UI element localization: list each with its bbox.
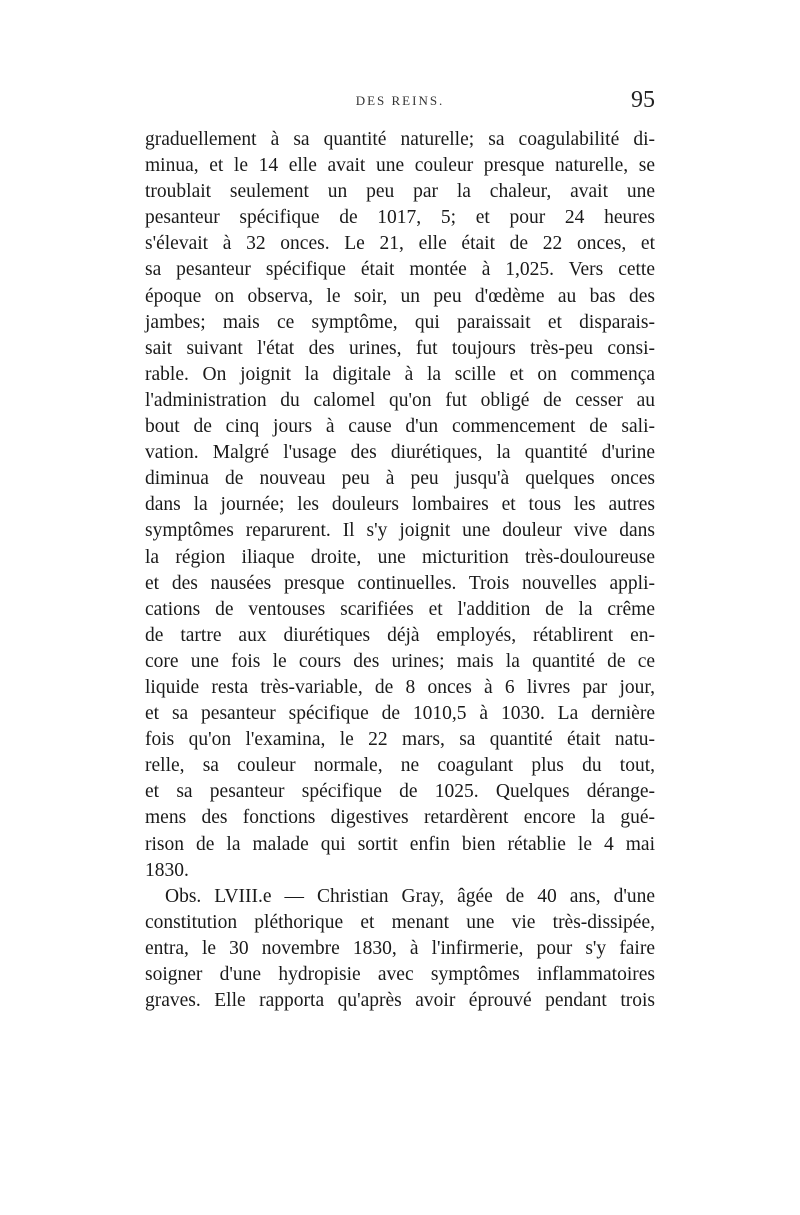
text-line: diminua de nouveau peu à peu jusqu'à quelques onces bbox=[145, 468, 655, 490]
text-line: rison de la malade qui sortit enfin bien rétablie le 4 mai bbox=[145, 833, 655, 855]
text-line: bout de cinq jours à cause d'un commencement de sali- bbox=[145, 416, 655, 438]
text-line: s'élevait à 32 onces. Le 21, elle était de 22 onces, et bbox=[145, 233, 655, 255]
text-line: dans la journée; les douleurs lombaires et tous les autres bbox=[145, 494, 655, 516]
text-line: symptômes reparurent. Il s'y joignit une douleur vive dans bbox=[145, 520, 655, 542]
text-line: et des nausées presque continuelles. Trois nouvelles appli- bbox=[145, 572, 655, 594]
text-line: vation. Malgré l'usage des diurétiques, la quantité d'urine bbox=[145, 442, 655, 464]
text-line: constitution pléthorique et menant une vie très-dissipée, bbox=[145, 911, 655, 933]
text-line: troublait seulement un peu par la chaleur, avait une bbox=[145, 181, 655, 203]
text-line: sait suivant l'état des urines, fut toujours très-peu consi- bbox=[145, 337, 655, 359]
text-line: jambes; mais ce symptôme, qui paraissait et disparais- bbox=[145, 311, 655, 333]
text-line: mens des fonctions digestives retardèrent encore la gué- bbox=[145, 807, 655, 829]
text-line: de tartre aux diurétiques déjà employés, rétablirent en- bbox=[145, 624, 655, 646]
text-line: graduellement à sa quantité naturelle; sa coagulabilité di- bbox=[145, 129, 655, 150]
running-head bbox=[145, 87, 655, 117]
text-line: entra, le 30 novembre 1830, à l'infirmerie, pour s'y faire bbox=[145, 937, 655, 959]
text-line: core une fois le cours des urines; mais la quantité de ce bbox=[145, 650, 655, 672]
text-line: époque on observa, le soir, un peu d'œdème au bas des bbox=[145, 285, 655, 307]
text-line: et sa pesanteur spécifique de 1025. Quelques dérange- bbox=[145, 781, 655, 803]
text-line: la région iliaque droite, une micturition très-douloureuse bbox=[145, 546, 655, 568]
text-line: soigner d'une hydropisie avec symptômes inflammatoires bbox=[145, 964, 655, 985]
body-text bbox=[145, 127, 655, 1014]
text-line: relle, sa couleur normale, ne coagulant plus du tout, bbox=[145, 755, 655, 777]
text-line: minua, et le 14 elle avait une couleur presque naturelle, se bbox=[145, 155, 655, 177]
page-number: 95 bbox=[631, 87, 655, 113]
text-line: fois qu'on l'examina, le 22 mars, sa quantité était natu- bbox=[145, 729, 655, 751]
text-line: cations de ventouses scarifiées et l'addition de la crême bbox=[145, 598, 655, 620]
text-line: sa pesanteur spécifique était montée à 1,025. Vers cette bbox=[145, 259, 655, 281]
observation-heading-line: Obs. LVIII.e — Christian Gray, âgée de 40 ans, d'une bbox=[165, 885, 655, 907]
text-line: et sa pesanteur spécifique de 1010,5 à 1030. La dernière bbox=[145, 703, 655, 725]
text-line: liquide resta très-variable, de 8 onces à 6 livres par jour, bbox=[145, 676, 655, 698]
text-line: pesanteur spécifique de 1017, 5; et pour 24 heures bbox=[145, 207, 655, 229]
text-line: l'administration du calomel qu'on fut obligé de cesser au bbox=[145, 389, 655, 411]
text-line: graves. Elle rapporta qu'après avoir éprouvé pendant trois bbox=[145, 990, 655, 1012]
running-title: DES REINS. bbox=[355, 93, 445, 108]
text-line: rable. On joignit la digitale à la scille et on commença bbox=[145, 363, 655, 385]
paragraph-end-line: 1830. bbox=[145, 859, 189, 881]
